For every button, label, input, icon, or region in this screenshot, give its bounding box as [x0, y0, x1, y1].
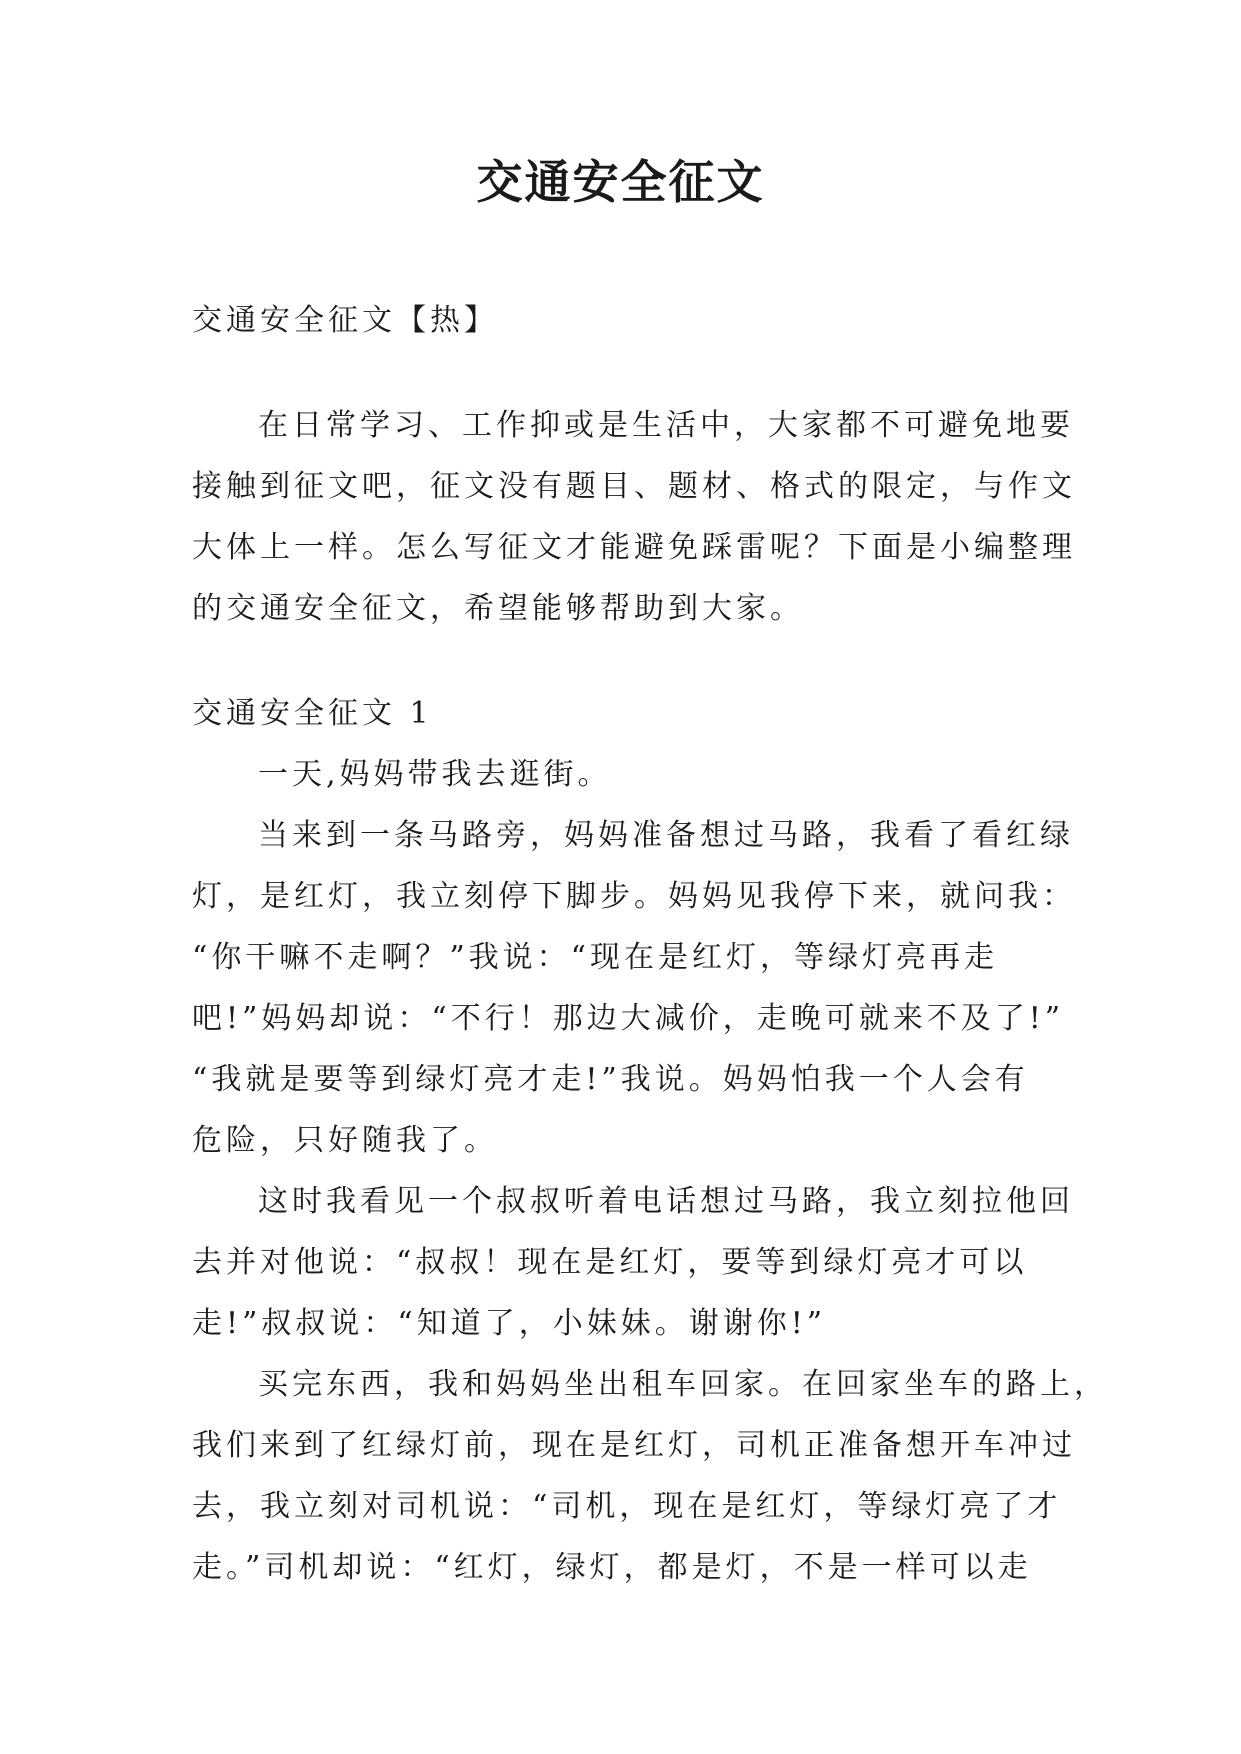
story-paragraph	[192, 1354, 1108, 1598]
spacer	[192, 639, 1062, 683]
story-line: 这时我看见一个叔叔听着电话想过马路，我立刻拉他回	[258, 1184, 1074, 1219]
subtitle: 交通安全征文【热】	[192, 303, 498, 338]
intro-line: 接触到征文吧，征文没有题目、题材、格式的限定，与作文	[192, 469, 1076, 504]
intro-line: 大体上一样。怎么写征文才能避免踩雷呢？下面是小编整理	[192, 530, 1076, 565]
intro-line: 的交通安全征文，希望能够帮助到大家。	[192, 591, 804, 626]
spacer	[192, 351, 1062, 395]
story-line: 一天,妈妈带我去逛街。	[258, 757, 612, 792]
story-line: 走。”司机却说：“红灯，绿灯，都是灯，不是一样可以走	[192, 1550, 1032, 1585]
story-line: 走!”叔叔说：“知道了，小妹妹。谢谢你!”	[192, 1306, 827, 1341]
story-paragraph	[192, 1171, 1074, 1354]
document-body	[192, 290, 1108, 1598]
story-paragraph	[192, 744, 1062, 805]
story-line: 我们来到了红绿灯前，现在是红灯，司机正准备想开车冲过	[192, 1428, 1076, 1463]
intro-paragraph	[192, 395, 1076, 639]
story-line: 去并对他说：“叔叔！现在是红灯，要等到绿灯亮才可以	[192, 1245, 1028, 1280]
document-title: 交通安全征文	[476, 155, 765, 209]
story-line: “我就是要等到绿灯亮才走!”我说。妈妈怕我一个人会有	[192, 1062, 1029, 1097]
story-line: 当来到一条马路旁，妈妈准备想过马路，我看了看红绿	[258, 818, 1074, 853]
section-heading: 交通安全征文 1	[192, 696, 433, 731]
story-line: “你干嘛不走啊？”我说：“现在是红灯，等绿灯亮再走	[192, 940, 999, 975]
story-line: 吧!”妈妈却说：“不行！那边大减价，走晚可就来不及了!”	[192, 1001, 1065, 1036]
intro-line: 在日常学习、工作抑或是生活中，大家都不可避免地要	[258, 408, 1074, 443]
story-line: 灯，是红灯，我立刻停下脚步。妈妈见我停下来，就问我：	[192, 879, 1076, 914]
story-line: 买完东西，我和妈妈坐出租车回家。在回家坐车的路上，	[258, 1367, 1108, 1402]
story-line: 去，我立刻对司机说：“司机，现在是红灯，等绿灯亮了才	[192, 1489, 1062, 1524]
story-line: 危险，只好随我了。	[192, 1123, 498, 1158]
story-paragraph	[192, 805, 1076, 1171]
